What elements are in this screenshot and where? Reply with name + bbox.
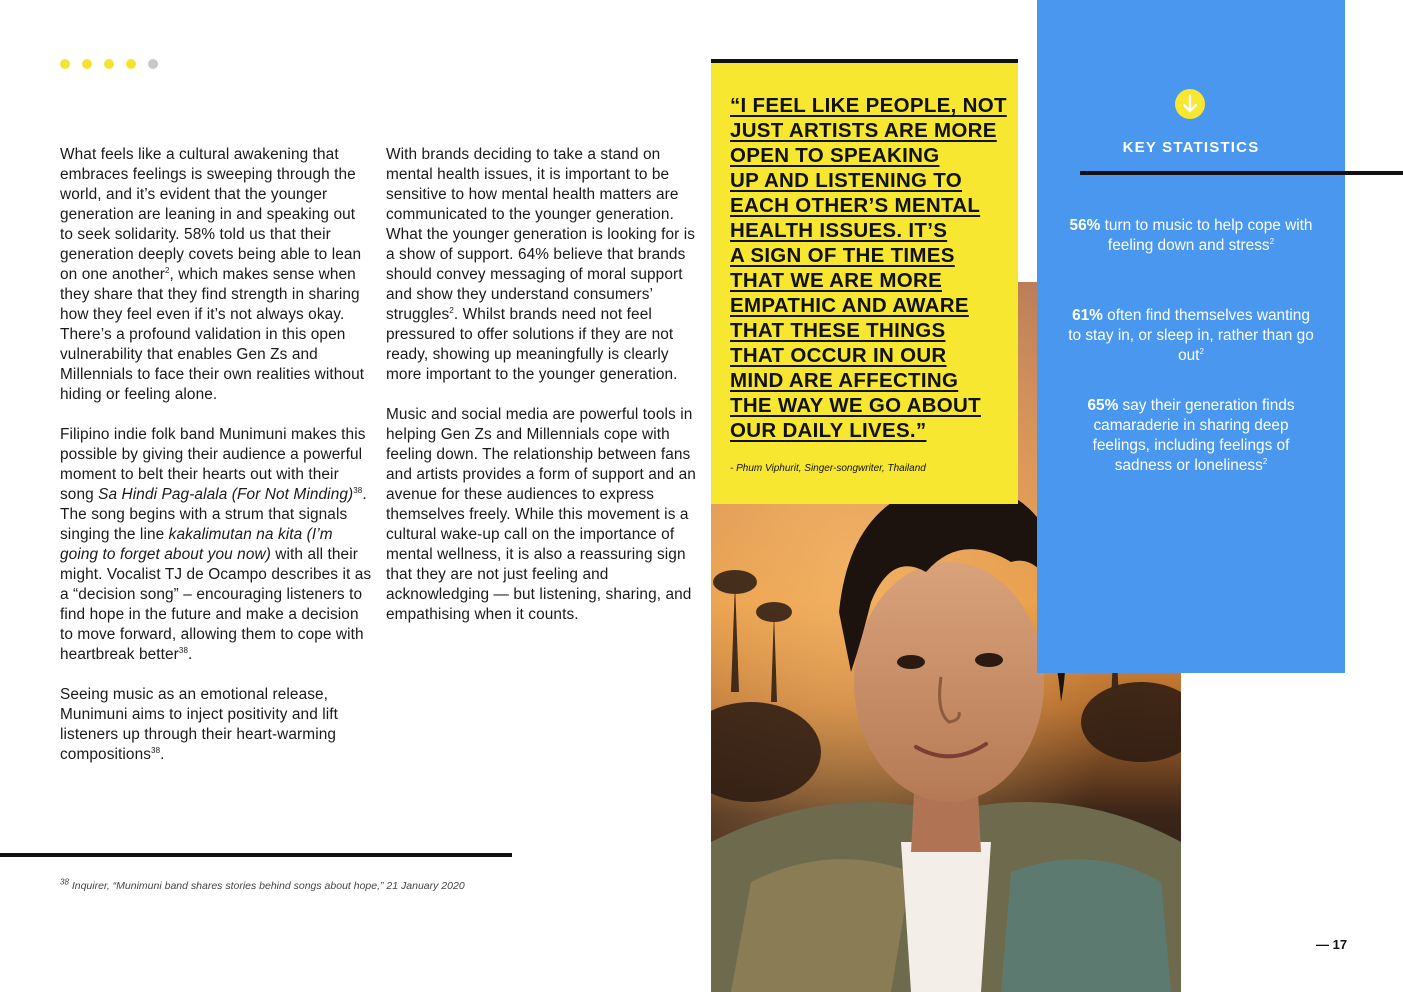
stats-title: KEY STATISTICS: [1122, 139, 1260, 156]
quote-line: EMPATHIC AND AWARE: [730, 294, 969, 317]
paragraph: Seeing music as an emotional release, Munimuni aims to inject positivity and lift listeners up through their heart-warming compositions$^{38}$.: [60, 686, 339, 763]
progress-dot-2: [82, 59, 92, 69]
song-title: Sa Hindi Pag-alala (For Not Minding): [98, 486, 354, 503]
body-column-right: [386, 145, 698, 645]
progress-dot-5: [148, 59, 158, 69]
quote-line: THAT WE ARE MORE: [730, 269, 943, 292]
stat-item: 56% turn to music to help cope with feeling down and stress$^2$: [1069, 217, 1313, 254]
footnote-divider: [0, 853, 512, 857]
progress-dots: [60, 59, 158, 69]
reference-marker: 2: [1199, 346, 1204, 356]
quote-line: “I FEEL LIKE PEOPLE, NOT: [730, 94, 1007, 117]
quote-line: THAT OCCUR IN OUR: [730, 344, 947, 367]
quote-line: A SIGN OF THE TIMES: [730, 244, 955, 267]
quote-line: JUST ARTISTS ARE MORE: [730, 119, 997, 142]
reference-marker: 2: [1269, 236, 1275, 246]
reference-marker: 2: [449, 305, 454, 315]
paragraph: What feels like a cultural awakening that embraces feelings is sweeping through the world, and it’s evident that the younger generation are leaning in and speaking out to seek solidarity. 58% told us that their generation deeply covets being able to lean on one another$^2$, which makes sense when they share that they find strength in sharing how they feel even if it’s not always okay. There’s a profound validation in this open vulnerability that enables Gen Zs and Millennials to face their own realities without hiding or feeling alone.: [60, 146, 365, 403]
footnote: $^{38}$ Inquirer, “Munimuni band shares stories behind songs about hope,” 21 January 2020: [60, 877, 465, 892]
quote-line: HEALTH ISSUES. IT’S: [730, 219, 948, 242]
stat-value: 65%: [1087, 397, 1119, 414]
quote-line: EACH OTHER’S MENTAL: [730, 194, 981, 217]
stat-item: 65% say their generation finds camaraderie in sharing deep feelings, including feelings of sadness or loneliness$^2$: [1087, 397, 1295, 474]
quote-line: UP AND LISTENING TO: [730, 169, 962, 192]
stat-value: 61%: [1072, 307, 1103, 324]
quote-line: THAT THESE THINGS: [730, 319, 946, 342]
quote-line: THE WAY WE GO ABOUT: [730, 394, 981, 417]
body-column-left: [60, 145, 372, 785]
arrow-down-circle-icon: [1175, 89, 1205, 119]
stat-value: 56%: [1069, 217, 1101, 234]
paragraph: With brands deciding to take a stand on mental health issues, it is important to be sensitive to how mental health matters are communicated to the younger generation. What the younger generation is looking for is a show of support. 64% believe that brands should convey messaging of moral support and show they understand consumers’ struggles$^2$. Whilst brands need not feel pressured to offer solutions if they are not ready, showing up meaningfully is clearly more important to the younger generation.: [386, 146, 696, 383]
quote-line: MIND ARE AFFECTING: [730, 369, 959, 392]
progress-dot-3: [104, 59, 114, 69]
paragraph: Music and social media are powerful tools in helping Gen Zs and Millennials cope with feeling down. The relationship between fans and artists provides a form of support and an avenue for these audiences to express themselves freely. While this movement is a cultural wake-up call on the importance of mental wellness, it is also a reassuring sign that they are not just feeling and acknowledging — but listening, sharing, and empathising when it counts.: [386, 406, 696, 623]
stat-item: 61% often find themselves wanting to stay in, or sleep in, rather than go out$^2$: [1068, 307, 1314, 364]
reference-marker: 2: [1262, 456, 1268, 466]
paragraph: Filipino indie folk band Munimuni makes this possible by giving their audience a powerful moment to belt their hearts out with their song Sa Hindi Pag-alala (For Not Minding)$^{38}$. The song begins with a strum that signals singing the line kakalimutan na kita (I’m going to forget about you now) with all their might. Vocalist TJ de Ocampo describes it as a “decision song” – encouraging listeners to find hope in the future and make a decision to move forward, allowing them to cope with heartbreak better$^{38}$.: [60, 426, 372, 663]
pull-quote-box: [711, 63, 1018, 504]
reference-marker: 38: [353, 485, 363, 495]
reference-marker: 38: [151, 745, 161, 755]
pull-quote: [730, 93, 1010, 443]
reference-marker: 2: [164, 265, 170, 275]
quote-line: OUR DAILY LIVES.”: [730, 419, 927, 442]
key-statistics-panel: [1037, 0, 1345, 673]
progress-dot-4: [126, 59, 136, 69]
page-number: — 17: [1316, 937, 1348, 952]
song-lyric: kakalimutan na kita (I’m going to forget about you now): [60, 526, 333, 563]
progress-dot-1: [60, 59, 70, 69]
reference-marker: 38: [178, 645, 189, 655]
quote-line: OPEN TO SPEAKING: [730, 144, 940, 167]
quote-attribution: - Phum Viphurit, Singer-songwriter, Thailand: [730, 463, 926, 474]
stats-title-rule: [1080, 171, 1403, 175]
